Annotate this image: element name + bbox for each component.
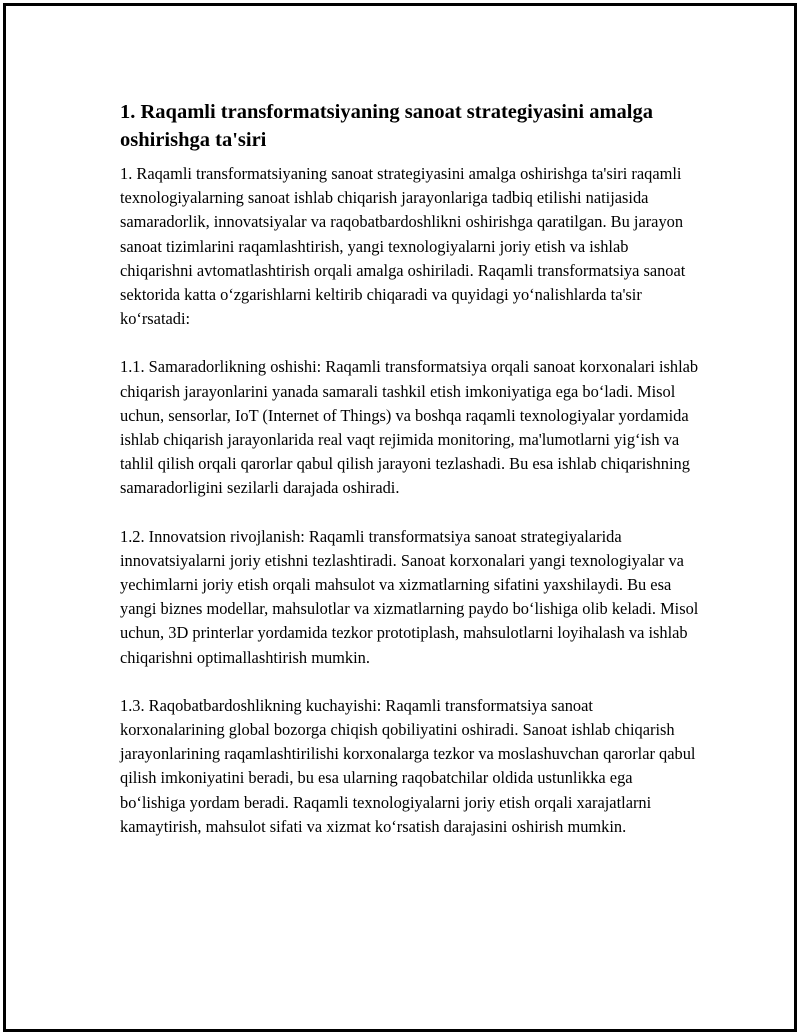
document-body	[120, 98, 700, 863]
paragraph-efficiency: 1.1. Samaradorlikning oshishi: Raqamli transformatsiya orqali sanoat korxonalari ishlab chiqarish jarayonlarini yanada samarali tashkil etish imkoniyatiga ega bo‘ladi. Misol uchun, sensorlar, IoT (Internet of Things) va boshqa raqamli texnologiyalar yordamida ishlab chiqarish jarayonlarida real vaqt rejimida monitoring, ma'lumotlarni yig‘ish va tahlil qilish orqali qarorlar qabul qilish jarayoni tezlashadi. Bu esa ishlab chiqarishning samaradorligini sezilarli darajada oshiradi.	[120, 357, 699, 498]
paragraph-innovation: 1.2. Innovatsion rivojlanish: Raqamli transformatsiya sanoat strategiyalarida innovatsiyalarni joriy etishni tezlashtiradi. Sanoat korxonalari yangi texnologiyalar va yechimlarni joriy etish orqali mahsulot va xizmatlarning sifatini yaxshilaydi. Bu esa yangi biznes modellar, mahsulotlar va xizmatlarning paydo bo‘lishiga olib keladi. Misol uchun, 3D printerlar yordamida tezkor prototiplash, mahsulotlarni loyihalash va ishlab chiqarishni optimallashtirish mumkin.	[120, 526, 699, 667]
paragraph-intro: 1. Raqamli transformatsiyaning sanoat strategiyasini amalga oshirishga ta'siri raqamli texnologiyalarning sanoat ishlab chiqarish jarayonlariga tadbiq etilishi natijasida samaradorlik, innovatsiyalar va raqobatbardoshlikni oshirishga qaratilgan. Bu jarayon sanoat tizimlarini raqamlashtirish, yangi texnologiyalarni joriy etish va ishlab chiqarishni avtomatlashtirish orqali amalga oshiriladi. Raqamli transformatsiya sanoat sektorida katta o‘zgarishlarni keltirib chiqaradi va quyidagi yo‘nalishlarda ta'sir ko‘rsatadi:	[120, 164, 686, 329]
page-frame	[3, 3, 797, 1032]
document-title: 1. Raqamli transformatsiyaning sanoat strategiyasini amalga oshirishga ta'siri	[120, 101, 653, 151]
paragraph-competitiveness: 1.3. Raqobatbardoshlikning kuchayishi: Raqamli transformatsiya sanoat korxonalarining global bozorga chiqish qobiliyatini oshiradi. Sanoat ishlab chiqarish jarayonlarining raqamlashtirilishi korxonalarga tezkor va moslashuvchan qarorlar qabul qilish imkoniyatini beradi, bu esa ularning raqobatchilar oldida ustunlikka ega bo‘lishiga yordam beradi. Raqamli texnologiyalarni joriy etish orqali xarajatlarni kamaytirish, mahsulot sifati va xizmat ko‘rsatish darajasini oshirish mumkin.	[120, 695, 696, 836]
